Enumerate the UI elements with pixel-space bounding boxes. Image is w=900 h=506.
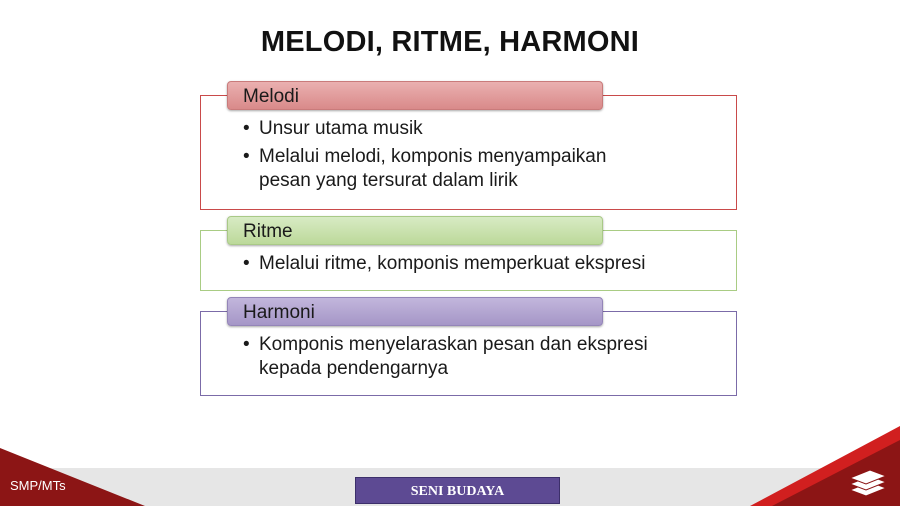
books-icon bbox=[848, 468, 888, 500]
bullet-item: • Melalui melodi, komponis menyampaikan pesan yang tersurat dalam lirik bbox=[243, 145, 663, 193]
school-level-label: SMP/MTs bbox=[10, 478, 66, 493]
footer-left-wedge bbox=[0, 448, 145, 506]
melodi-heading: Melodi bbox=[227, 81, 603, 110]
ritme-heading: Ritme bbox=[227, 216, 603, 245]
bullet-item: • Unsur utama musik bbox=[243, 117, 663, 141]
melodi-bullet-list bbox=[243, 117, 663, 197]
bullet-item: • Komponis menyelaraskan pesan dan ekspresi kepada pendengarnya bbox=[243, 333, 693, 381]
harmoni-bullet-list bbox=[243, 333, 693, 385]
subject-label: SENI BUDAYA bbox=[355, 477, 560, 504]
harmoni-heading: Harmoni bbox=[227, 297, 603, 326]
ritme-bullet-list bbox=[243, 252, 713, 280]
bullet-item: • Melalui ritme, komponis memperkuat ekspresi bbox=[243, 252, 713, 276]
slide-title: MELODI, RITME, HARMONI bbox=[260, 26, 640, 58]
